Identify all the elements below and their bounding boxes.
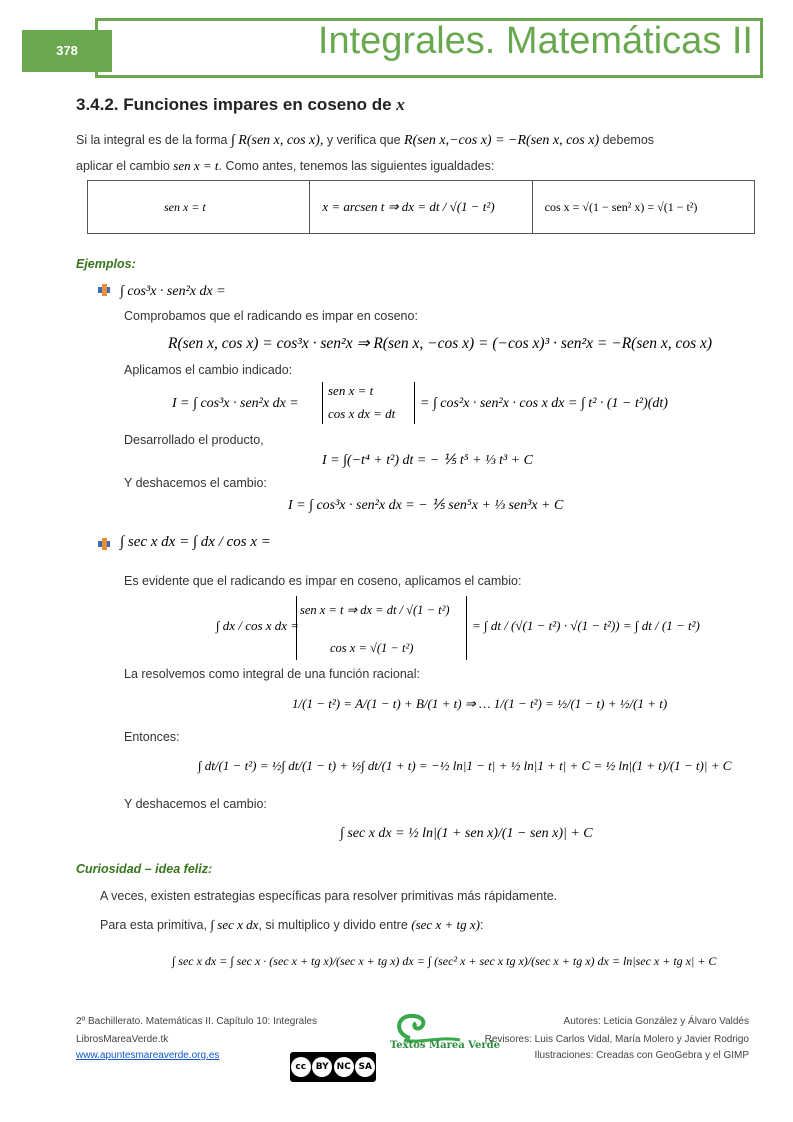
ex2-text-2: La resolvemos como integral de una función racional: — [124, 667, 421, 681]
intro-text-c: debemos — [599, 133, 655, 147]
cc-icon: cc — [291, 1057, 311, 1077]
table-cell-3-text: cos x = √(1 − sen² x) = √(1 − t²) — [544, 200, 698, 214]
ex1-eq-4: I = ∫ cos³x · sen²x dx = − ⅕ sen⁵x + ⅓ sen³x + C — [288, 498, 564, 513]
examples-label: Ejemplos: — [76, 257, 136, 271]
bullet-icon — [98, 284, 112, 296]
ex1-eq-2a: I = ∫ cos³x · sen²x dx = — [172, 396, 299, 411]
ex1-eq-1: R(sen x, cos x) = cos³x · sen²x ⇒ R(sen x, −cos x) = (−cos x)³ · sen²x = −R(sen x, cos x) — [168, 335, 713, 352]
ex2-text-4: Y deshacemos el cambio: — [124, 797, 267, 811]
section-title — [76, 95, 405, 115]
ex2-eq-2: 1/(1 − t²) = A/(1 − t) + B/(1 + t) ⇒ … 1/(1 − t²) = ½/(1 − t) + ½/(1 + t) — [292, 696, 668, 711]
intro-change: sen x = t — [173, 158, 219, 173]
curiosity-label: Curiosidad – idea feliz: — [76, 862, 213, 876]
ex1-eq-3: I = ∫(−t⁴ + t²) dt = − ⅕ t⁵ + ⅓ t³ + C — [322, 453, 533, 468]
intro-text-e: . Como antes, tenemos las siguientes igualdades: — [218, 159, 495, 173]
footer-right-2: Revisores: Luis Carlos Vidal, María Molero y Javier Rodrigo — [484, 1034, 749, 1045]
ex2-eq-1c: = ∫ dt / (√(1 − t²) · √(1 − t²)) = ∫ dt / (1 − t²) — [472, 618, 700, 633]
ex1-eq-2b2: cos x dx = dt — [328, 406, 396, 421]
ex1-text-4: Y deshacemos el cambio: — [124, 476, 267, 490]
intro-line-1 — [76, 133, 654, 149]
table-cell-1-text: sen x = t — [164, 200, 206, 214]
curiosity-text-2d: : — [479, 918, 484, 932]
page-title: Integrales. Matemáticas II — [317, 20, 753, 62]
table-cell-2-text: x = arcsen t ⇒ dx = dt / √(1 − t²) — [322, 199, 495, 214]
intro-form: ∫ R(sen x, cos x), — [230, 133, 324, 148]
table-cell-1 — [88, 181, 310, 233]
substitution-table — [87, 180, 755, 234]
marea-verde-logo — [390, 1010, 500, 1058]
cc-license-badge — [290, 1052, 376, 1082]
ex2-eq-1a: ∫ dx / cos x dx = — [216, 618, 300, 633]
intro-text-d: aplicar el cambio — [76, 159, 174, 173]
curiosity-text-1: A veces, existen estrategias específicas para resolver primitivas más rápidamente. — [100, 889, 558, 903]
ex2-eq-4: ∫ sec x dx = ½ ln|(1 + sen x)/(1 − sen x)| + C — [340, 826, 593, 841]
ex2-bracket-right — [452, 596, 467, 660]
intro-line-2 — [76, 158, 494, 174]
ex1-text-2: Aplicamos el cambio indicado: — [124, 363, 293, 377]
page-number: 378 — [22, 30, 112, 72]
ex1-integral: ∫ cos³x · sen²x dx = — [120, 284, 226, 299]
section-title-text: 3.4.2. Funciones impares en coseno de — [76, 95, 397, 114]
section-title-var: x — [396, 95, 405, 114]
ex1-text-3: Desarrollado el producto, — [124, 433, 264, 447]
ex2-eq-1b1: sen x = t ⇒ dx = dt / √(1 − t²) — [300, 603, 450, 617]
ex1-eq-2b1: sen x = t — [328, 383, 374, 398]
ex1-text-1: Comprobamos que el radicando es impar en coseno: — [124, 309, 418, 323]
footer-left-1: 2º Bachillerato. Matemáticas II. Capítulo 10: Integrales — [76, 1016, 317, 1027]
curiosity-factor: (sec x + tg x) — [411, 917, 480, 932]
bullet-icon — [98, 538, 112, 550]
intro-text-b: y verifica que — [323, 133, 405, 147]
ex2-text-1: Es evidente que el radicando es impar en coseno, aplicamos el cambio: — [124, 574, 522, 588]
intro-condition: R(sen x,−cos x) = −R(sen x, cos x) — [404, 133, 600, 148]
footer-right-1: Autores: Leticia González y Álvaro Valdés — [563, 1016, 749, 1027]
footer-right-3: Ilustraciones: Creadas con GeoGebra y el GIMP — [534, 1050, 749, 1061]
curiosity-text-2b: , si multiplico y divido entre — [258, 918, 412, 932]
table-cell-3 — [533, 181, 754, 233]
ex2-eq-1b2: cos x = √(1 − t²) — [330, 641, 414, 655]
ex1-eq-2c: = ∫ cos²x · sen²x · cos x dx = ∫ t² · (1 − t²)(dt) — [420, 396, 668, 411]
curiosity-eq: ∫ sec x dx = ∫ sec x · (sec x + tg x)/(sec x + tg x) dx = ∫ (sec² x + sec x tg x)/(sec x + tg x) dx = ln|sec x + tg x| + C — [172, 954, 717, 968]
logo-text: Textos Marea Verde — [390, 1040, 500, 1051]
ex1-bracket-right — [400, 382, 415, 424]
ex2-text-3: Entonces: — [124, 730, 180, 744]
curiosity-text-2a: Para esta primitiva, — [100, 918, 211, 932]
ex2-bracket-left — [296, 596, 297, 660]
footer-link[interactable] — [76, 1050, 219, 1061]
by-icon: BY — [312, 1057, 332, 1077]
intro-text-a: Si la integral es de la forma — [76, 133, 231, 147]
sa-icon: SA — [355, 1057, 375, 1077]
table-cell-2 — [310, 181, 532, 233]
ex1-bracket-left — [322, 382, 323, 424]
nc-icon: NC — [334, 1057, 354, 1077]
ex2-eq-3: ∫ dt/(1 − t²) = ½∫ dt/(1 − t) + ½∫ dt/(1 + t) = −½ ln|1 − t| + ½ ln|1 + t| + C = ½ ln|(1 + t)/(1 − t)| + C — [198, 758, 732, 773]
ex2-integral: ∫ sec x dx = ∫ dx / cos x = — [120, 534, 271, 550]
footer-left-2: LibrosMareaVerde.tk — [76, 1034, 169, 1045]
footer-link-anchor[interactable]: www.apuntesmareaverde.org.es — [76, 1050, 220, 1061]
curiosity-integral: ∫ sec x dx — [210, 917, 259, 932]
curiosity-text-2 — [100, 917, 483, 933]
